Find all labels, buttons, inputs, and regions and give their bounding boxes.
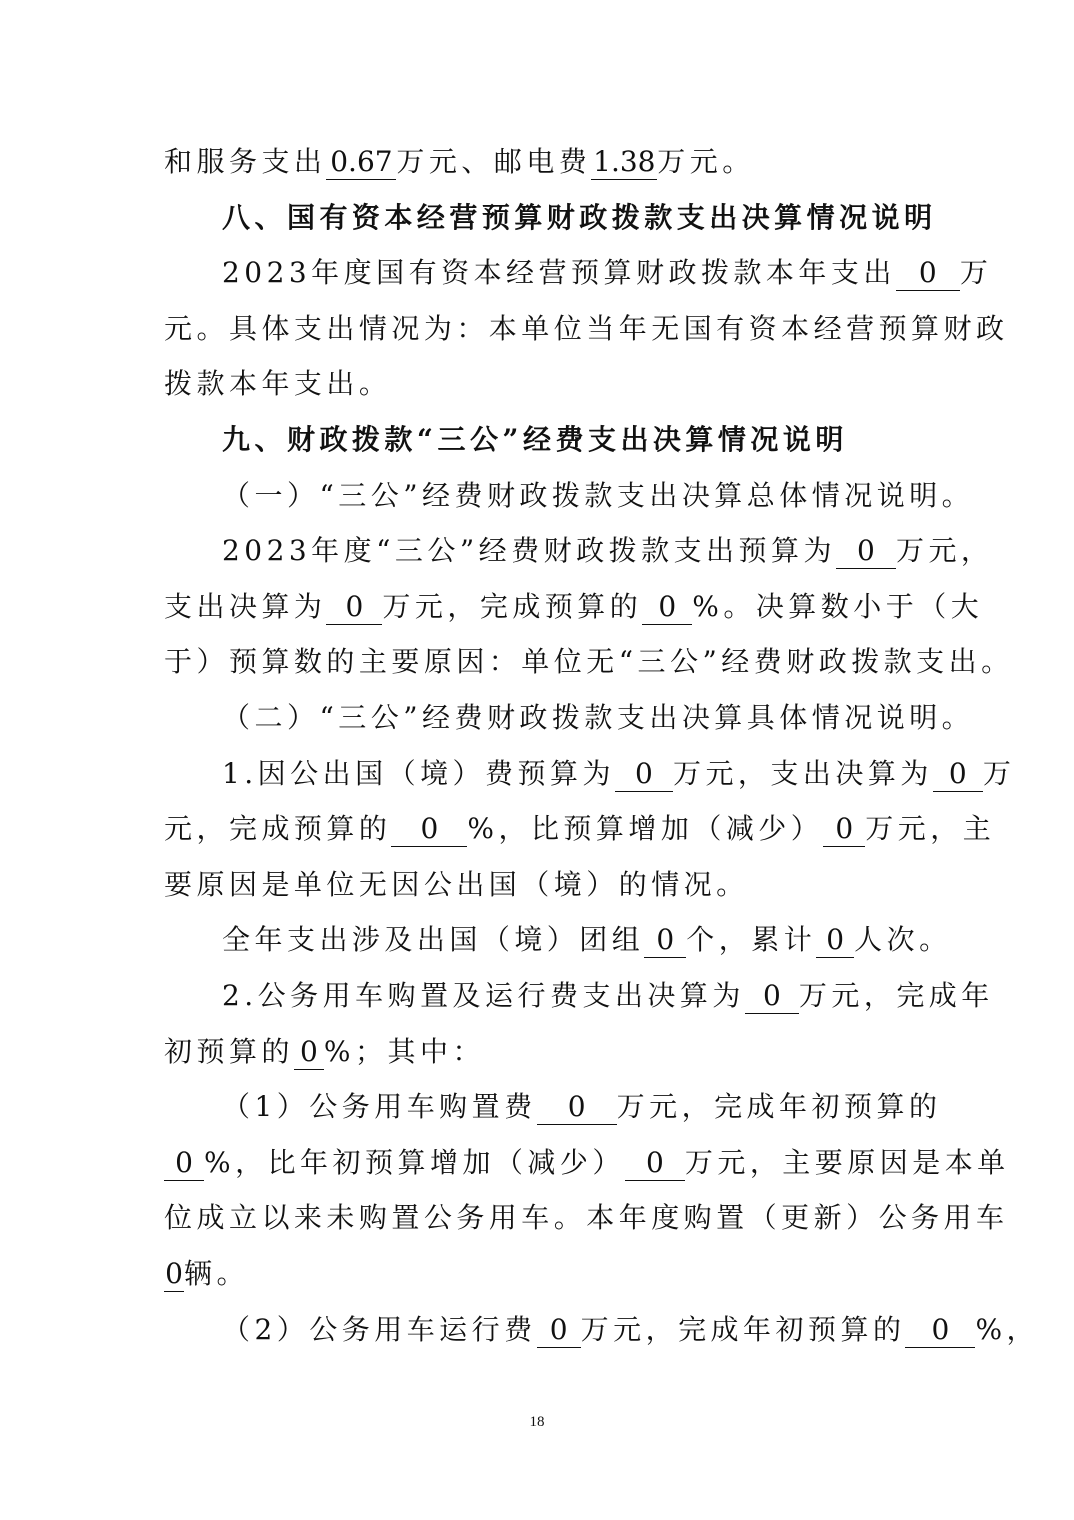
text-segment: 万元，支出决算为 bbox=[672, 757, 933, 790]
text-segment: 人次。 bbox=[854, 923, 952, 956]
underlined-value: 0 bbox=[745, 979, 799, 1014]
text-line bbox=[222, 1310, 1040, 1350]
text-segment: 位成立以来未购置公务用车。本年度购置（更新）公务用车 bbox=[164, 1201, 1009, 1234]
text-line bbox=[164, 1032, 932, 1072]
underlined-value: 0 bbox=[326, 590, 382, 625]
text-line bbox=[164, 587, 984, 627]
underlined-value: 0 bbox=[391, 812, 467, 847]
text-segment: 万元。 bbox=[657, 145, 755, 178]
text-segment: %， bbox=[975, 1313, 1040, 1346]
text-segment: %；其中： bbox=[323, 1035, 485, 1068]
text-segment: 要原因是单位无因公出国（境）的情况。 bbox=[164, 868, 749, 901]
underlined-value: 0 bbox=[816, 923, 854, 958]
underlined-value: 0 bbox=[905, 1313, 975, 1348]
text-line bbox=[164, 1143, 1010, 1183]
text-segment: 万元，主要原因是本单 bbox=[684, 1146, 1010, 1179]
text-segment: （1）公务用车购置费 bbox=[222, 1090, 537, 1123]
text-segment: 于）预算数的主要原因：单位无“三公”经费财政拨款支出。 bbox=[164, 645, 1014, 678]
text-segment: 1.因公出国（境）费预算为 bbox=[222, 757, 615, 790]
underlined-value: 0 bbox=[165, 1257, 183, 1290]
section-heading bbox=[222, 420, 932, 460]
text-segment: 2.公务用车购置及运行费支出决算为 bbox=[222, 979, 745, 1012]
text-segment: 万元，完成年 bbox=[798, 979, 994, 1012]
text-segment: 初预算的 bbox=[164, 1035, 294, 1068]
underlined-value: 0 bbox=[836, 534, 896, 569]
text-segment: 万元，主 bbox=[865, 812, 996, 845]
text-segment: 万元，完成年初预算的 bbox=[616, 1090, 942, 1123]
text-line bbox=[222, 531, 994, 571]
underlined-value: 1.38 bbox=[593, 145, 656, 178]
text-line bbox=[164, 364, 932, 404]
text-segment: 拨款本年支出。 bbox=[164, 367, 392, 400]
text-segment: 八、国有资本经营预算财政拨款支出决算情况说明 bbox=[222, 201, 937, 234]
underlined-value: 0 bbox=[294, 1035, 324, 1070]
text-segment: 元。具体支出情况为：本单位当年无国有资本经营预算财政 bbox=[164, 312, 1009, 345]
text-line bbox=[164, 309, 1009, 349]
underlined-value: 0 bbox=[625, 1146, 685, 1181]
section-heading bbox=[222, 198, 937, 238]
text-segment: 2023年度“三公”经费财政拨款支出预算为 bbox=[222, 534, 836, 567]
underlined-value: 0.67 bbox=[326, 145, 396, 180]
underlined-value: 0 bbox=[615, 757, 673, 792]
text-segment: （2）公务用车运行费 bbox=[222, 1313, 537, 1346]
underlined-value: 0 bbox=[537, 1313, 581, 1348]
text-segment: 万元、邮电费 bbox=[396, 145, 592, 178]
underlined-value: 0 bbox=[164, 1146, 204, 1181]
underlined-value: 0 bbox=[537, 1090, 617, 1125]
text-segment: 2023年度国有资本经营预算财政拨款本年支出 bbox=[222, 256, 896, 289]
underlined-value: 0 bbox=[896, 256, 960, 291]
text-segment: %，比年初预算增加（减少） bbox=[204, 1146, 625, 1179]
text-segment: 万元，完成年初预算的 bbox=[580, 1313, 906, 1346]
text-segment: 和服务支出 bbox=[164, 145, 327, 178]
text-segment: 辆。 bbox=[184, 1257, 249, 1290]
text-line bbox=[222, 476, 975, 516]
text-line bbox=[222, 1087, 942, 1127]
text-segment: 全年支出涉及出国（境）团组 bbox=[222, 923, 645, 956]
text-segment: （二）“三公”经费财政拨款支出决算具体情况说明。 bbox=[222, 701, 975, 734]
text-segment: 支出决算为 bbox=[164, 590, 327, 623]
text-line bbox=[222, 920, 952, 960]
text-line bbox=[164, 142, 932, 182]
text-segment: 万元， bbox=[895, 534, 994, 567]
text-segment: 万 bbox=[959, 256, 993, 289]
text-line bbox=[222, 698, 975, 738]
underlined-value: 0 bbox=[933, 757, 983, 792]
text-line bbox=[164, 642, 1014, 682]
text-line bbox=[164, 865, 932, 905]
text-line bbox=[164, 1198, 1009, 1238]
page-number: 18 bbox=[529, 1414, 545, 1430]
text-line bbox=[164, 809, 996, 849]
text-segment: 元，完成预算的 bbox=[164, 812, 392, 845]
text-line bbox=[222, 253, 993, 293]
text-line bbox=[222, 976, 994, 1016]
text-line bbox=[222, 754, 1016, 794]
text-segment: %，比预算增加（减少） bbox=[467, 812, 824, 845]
text-segment: 万元，完成预算的 bbox=[382, 590, 643, 623]
underlined-value: 0 bbox=[823, 812, 865, 847]
text-segment: %。决算数小于（大 bbox=[692, 590, 984, 623]
text-segment: 九、财政拨款“三公”经费支出决算情况说明 bbox=[222, 423, 848, 456]
text-segment: （一）“三公”经费财政拨款支出决算总体情况说明。 bbox=[222, 479, 975, 512]
underlined-value: 0 bbox=[642, 590, 692, 625]
text-segment: 个，累计 bbox=[686, 923, 817, 956]
underlined-value: 0 bbox=[644, 923, 686, 958]
text-line bbox=[164, 1254, 932, 1294]
text-segment: 万 bbox=[982, 757, 1016, 790]
